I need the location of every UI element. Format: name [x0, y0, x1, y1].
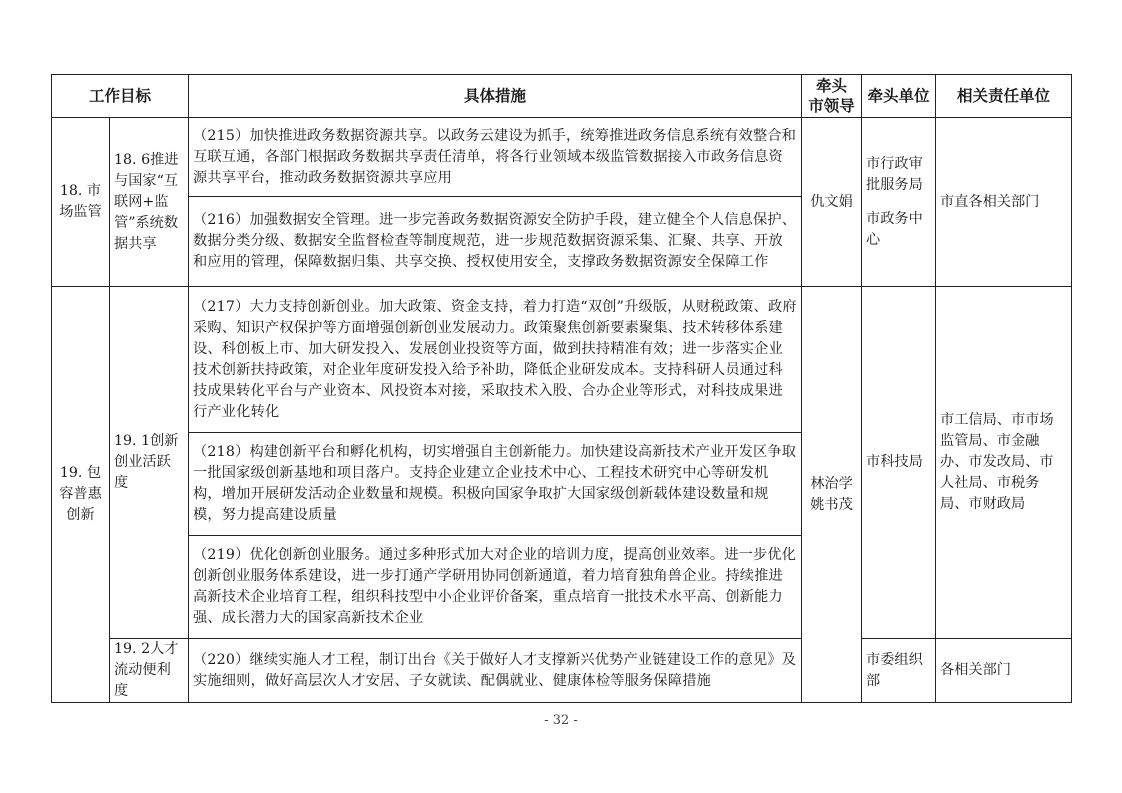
- related-units-cell: 市直各相关部门: [936, 118, 1072, 287]
- lead-unit-cell: 市委组织部: [862, 639, 936, 703]
- sub-goal-cell: 19. 1创新创业活跃度: [110, 287, 189, 639]
- header-row: [52, 75, 1072, 118]
- header-goal: 工作目标: [52, 75, 189, 118]
- measure-cell: （220）继续实施人才工程，制订出台《关于做好人才支撑新兴优势产业链建设工作的意见》及实施细则，做好高层次人才安居、子女就读、配偶就业、健康体检等服务保障措施: [189, 639, 802, 703]
- table-row: [52, 287, 1072, 433]
- header-measure: 具体措施: [189, 75, 802, 118]
- lead-unit-secondary: 市政务中心: [866, 210, 923, 248]
- table-row: [52, 118, 1072, 197]
- measure-cell: （217）大力支持创新创业。加大政策、资金支持，着力打造“双创”升级版，从财税政策、政府采购、知识产权保护等方面增强创新创业发展动力。政策聚焦创新要素聚集、技术转移体系建设、科创板上市、加大研发投入、发展创业投资等方面，做到扶持精准有效；进一步落实企业技术创新扶持政策，对企业年度研发投入给予补助，降低企业研发成本。支持科研人员通过科技成果转化平台与产业资本、风投资本对接，采取技术入股、合办企业等形式，对科技成果进行产业化转化: [189, 287, 802, 433]
- header-related-units: 相关责任单位: [936, 75, 1072, 118]
- goal-cell: 18. 市场监管: [52, 118, 110, 287]
- header-leader: 牵头 市领导: [802, 75, 862, 118]
- related-units-cell: 各相关部门: [936, 639, 1072, 703]
- sub-goal-cell: 19. 2人才流动便利度: [110, 639, 189, 703]
- measure-cell: （215）加快推进政务数据资源共享。以政务云建设为抓手，统筹推进政务信息系统有效整合和互联互通，各部门根据政务数据共享责任清单，将各行业领域本级监管数据接入市政务信息资源共享平台，推动政务数据资源共享应用: [189, 118, 802, 197]
- goal-cell: 19. 包容普惠创新: [52, 287, 110, 703]
- measure-cell: （218）构建创新平台和孵化机构，切实增强自主创新能力。加快建设高新技术产业开发区争取一批国家级创新基地和项目落户。支持企业建立企业技术中心、工程技术研究中心等研发机构，增加开展研发活动企业数量和规模。积极向国家争取扩大国家级创新载体建设数量和规模，努力提高建设质量: [189, 433, 802, 536]
- measures-table: [51, 74, 1072, 703]
- table-row: [52, 639, 1072, 703]
- measure-cell: （216）加强数据安全管理。进一步完善政务数据资源安全防护手段，建立健全个人信息保护、数据分类分级、数据安全监督检查等制度规范，进一步规范数据资源采集、汇聚、共享、开放和应用的管理，保障数据归集、共享交换、授权使用安全，支撑政务数据资源安全保障工作: [189, 197, 802, 287]
- measure-cell: （219）优化创新创业服务。通过多种形式加大对企业的培训力度，提高创业效率。进一步优化创新创业服务体系建设，进一步打通产学研用协同创新通道，着力培育独角兽企业。持续推进高新技术企业培育工程，组织科技型中小企业评价备案，重点培育一批技术水平高、创新能力强、成长潜力大的国家高新技术企业: [189, 536, 802, 639]
- page-number: - 32 -: [544, 713, 578, 728]
- leader-cell: 仇文娟: [802, 118, 862, 287]
- leader-cell: 林治学 姚书茂: [802, 287, 862, 703]
- sub-goal-cell: 18. 6推进与国家“互联网+监管”系统数据共享: [110, 118, 189, 287]
- lead-unit-primary: 市行政审批服务局: [866, 155, 923, 193]
- related-units-cell: 市工信局、市市场监管局、市金融办、市发改局、市人社局、市税务局、市财政局: [936, 287, 1072, 639]
- lead-unit-cell: [862, 118, 936, 287]
- header-lead-unit: 牵头单位: [862, 75, 936, 118]
- lead-unit-cell: 市科技局: [862, 287, 936, 639]
